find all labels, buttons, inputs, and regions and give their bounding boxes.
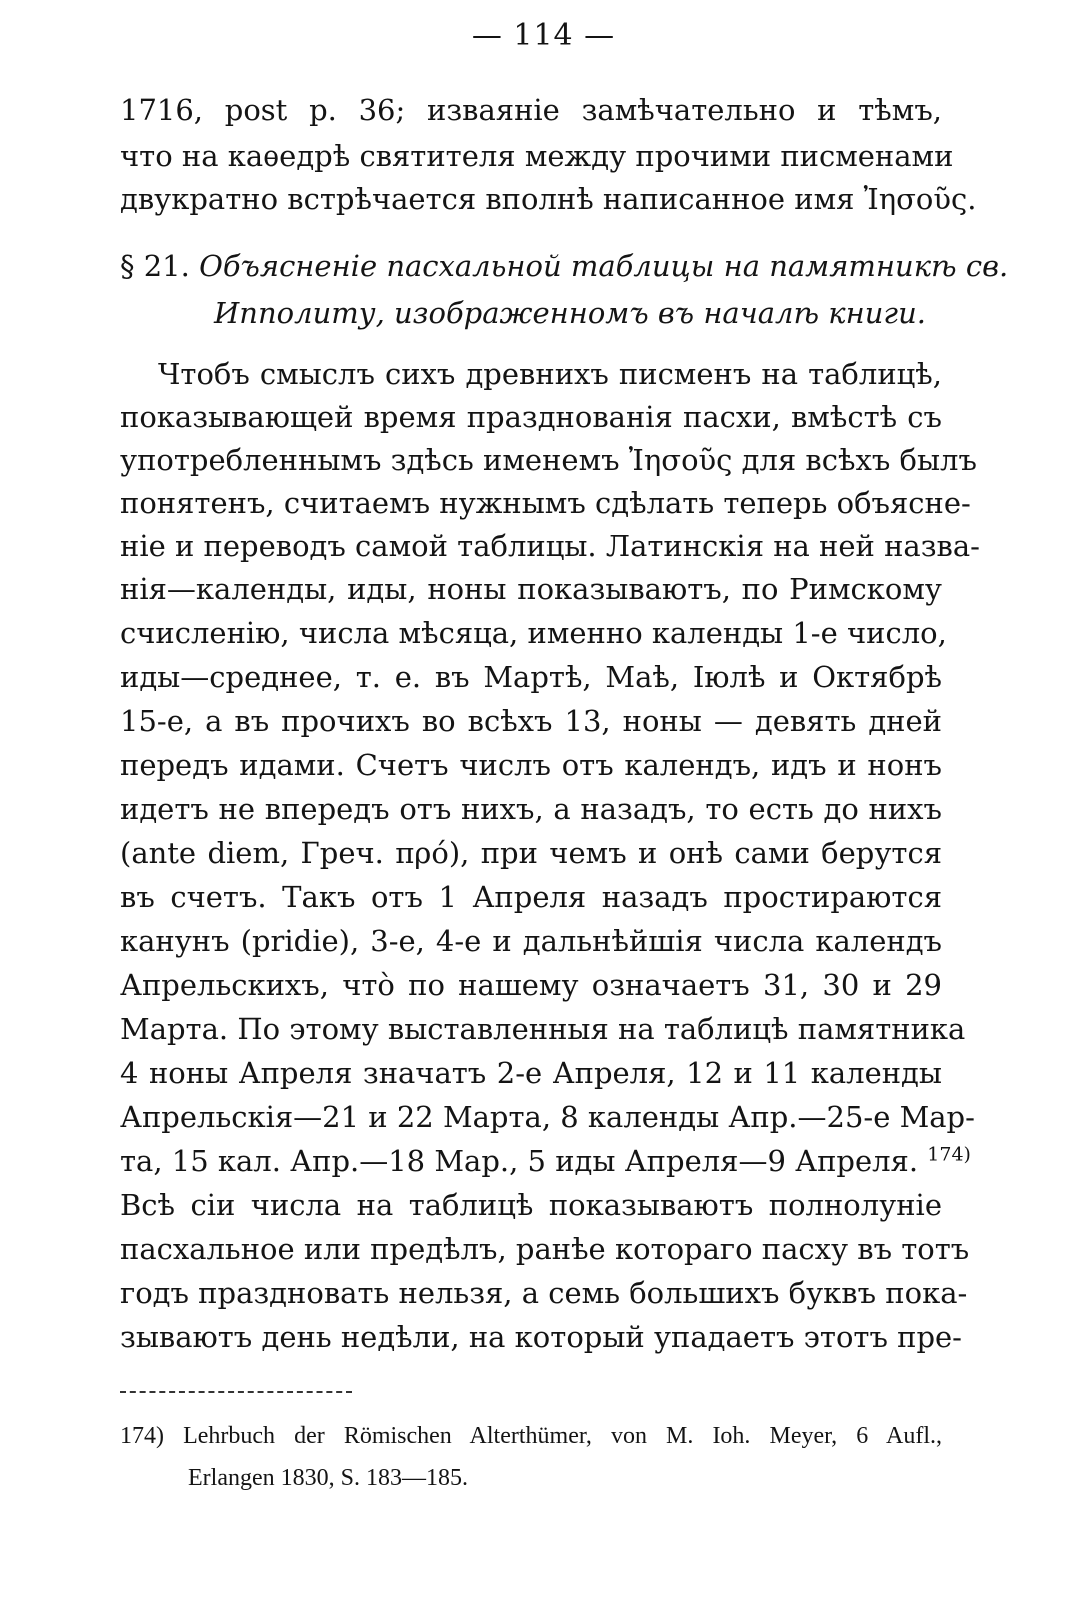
text-line: иды—среднее, т. е. въ Мартѣ, Маѣ, Іюлѣ и Октябрѣ bbox=[120, 660, 942, 694]
text-line: двукратно встрѣчается вполнѣ написанное имя Ἰησοῦς. bbox=[120, 182, 977, 216]
footnote-reference[interactable]: 174) bbox=[927, 1143, 971, 1166]
heading-line-2: Ипполиту, изображенномъ въ началѣ книги. bbox=[214, 296, 926, 330]
page-number: — 114 — bbox=[471, 18, 616, 53]
text-line: Апрельскихъ, что̀ по нашему означаетъ 31, 30 и 29 bbox=[120, 968, 942, 1002]
text-line: счисленію, числа мѣсяца, именно календы 1-е число, bbox=[120, 616, 947, 650]
text-line: 1716, post p. 36; изваяніе замѣчательно и тѣмъ, bbox=[120, 93, 942, 127]
text-line: понятенъ, считаемъ нужнымъ сдѣлать теперь объясне- bbox=[120, 486, 971, 520]
text-line: показывающей время празднованія пасхи, вмѣстѣ съ bbox=[120, 400, 942, 434]
text-line-with-footnote-ref bbox=[120, 1140, 971, 1182]
text-line: Всѣ сіи числа на таблицѣ показываютъ полнолуніе bbox=[120, 1188, 942, 1222]
text-line: Марта. По этому выставленныя на таблицѣ памятника bbox=[120, 1012, 966, 1046]
text-line: 15-е, а въ прочихъ во всѣхъ 13, ноны — девять дней bbox=[120, 704, 942, 738]
text-line: ніе и переводъ самой таблицы. Латинскія на ней назва- bbox=[120, 529, 980, 563]
footnote-separator bbox=[120, 1391, 352, 1393]
text-line: та, 15 кал. Апр.—18 Мар., 5 иды Апреля—9 Апреля. bbox=[120, 1144, 919, 1178]
section-heading bbox=[120, 245, 1009, 287]
text-line: пасхальное или предѣлъ, ранѣе котораго пасху въ тотъ bbox=[120, 1232, 970, 1266]
text-line: зываютъ день недѣли, на который упадаетъ этотъ пре- bbox=[120, 1320, 962, 1354]
text-line: 4 ноны Апреля значатъ 2-е Апреля, 12 и 11 календы bbox=[120, 1056, 942, 1090]
footnote-line-1: 174) Lehrbuch der Römischen Alterthümer, von M. Ioh. Meyer, 6 Aufl., bbox=[120, 1423, 942, 1449]
text-line: (ante diem, Греч. πρό), при чемъ и онѣ сами берутся bbox=[120, 836, 942, 870]
text-line: идетъ не впередъ отъ нихъ, а назадъ, то есть до нихъ bbox=[120, 792, 942, 826]
text-line: годъ праздновать нельзя, а семь большихъ буквъ пока- bbox=[120, 1276, 968, 1310]
text-line: нія—календы, иды, ноны показываютъ, по Римскому bbox=[120, 572, 942, 606]
text-line: употребленнымъ здѣсь именемъ Ἰησοῦς для всѣхъ былъ bbox=[120, 443, 977, 477]
footnote-line-2: Erlangen 1830, S. 183—185. bbox=[188, 1465, 468, 1491]
section-number: § 21. bbox=[120, 249, 190, 283]
text-line: передъ идами. Счетъ числъ отъ календъ, идъ и нонъ bbox=[120, 748, 942, 782]
text-line: Чтобъ смыслъ сихъ древнихъ писменъ на таблицѣ, bbox=[158, 357, 942, 391]
text-line: канунъ (pridie), 3-е, 4-е и дальнѣйшія числа календъ bbox=[120, 924, 942, 958]
text-line: Апрельскія—21 и 22 Марта, 8 календы Апр.—25-е Мар- bbox=[120, 1100, 975, 1134]
heading-line-1: Объясненіе пасхальной таблицы на памятникѣ св. bbox=[199, 249, 1009, 283]
text-line: въ счетъ. Такъ отъ 1 Апреля назадъ простираются bbox=[120, 880, 942, 914]
text-line: что на каѳедрѣ святителя между прочими писменами bbox=[120, 139, 954, 173]
